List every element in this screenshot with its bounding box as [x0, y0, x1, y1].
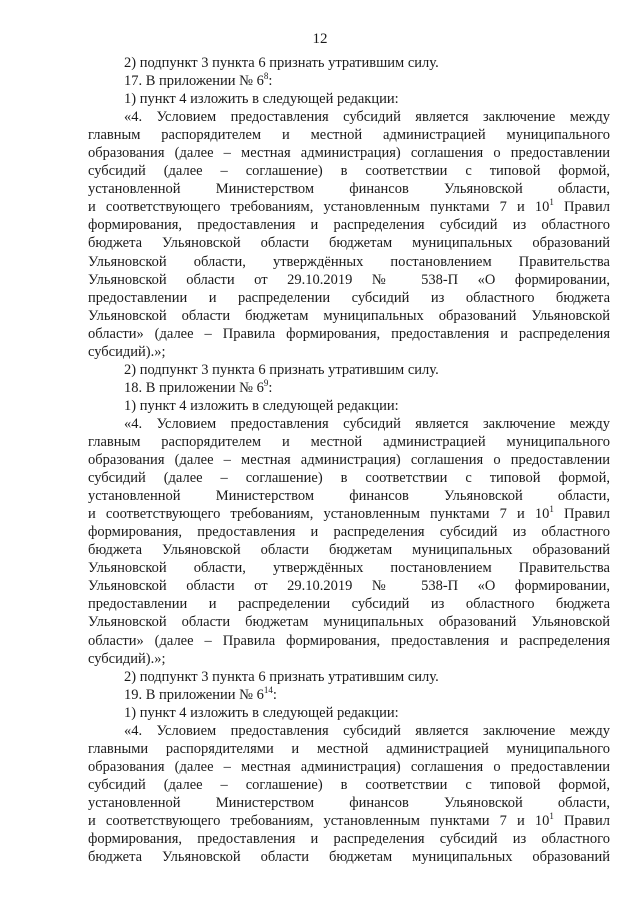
paragraph-line: и соответствующего требованиям, установленным пунктами 7 и $10^1$ Правил [88, 810, 611, 829]
paragraph-line: главным распорядителем и местной администрацией муниципального [88, 127, 610, 144]
paragraph-line: Ульяновской области бюджетам муниципальных образований Ульяновской [88, 307, 610, 324]
text-line: 2) подпункт 3 пункта 6 признать утратившим силу. [124, 361, 439, 378]
paragraph-line: формирования, предоставления и распределения субсидий из областного [88, 524, 610, 541]
paragraph-line: субсидий).»; [88, 650, 166, 667]
paragraph-line: и соответствующего требованиям, установленным пунктами 7 и $10^1$ Правил [88, 197, 611, 216]
paragraph-line: образования (далее – местная администрация) соглашения о предоставлении [88, 758, 610, 775]
text-line: 19. В приложении № $6^{14}$: [124, 684, 277, 703]
paragraph-line: главными распорядителями и местной администрацией муниципального [88, 740, 610, 757]
paragraph [88, 722, 610, 866]
paragraph-line: Ульяновской области от 29.10.2019 № 538-П «О формировании, [88, 578, 610, 595]
paragraph-line: Ульяновской области бюджетам муниципальных образований Ульяновской [88, 614, 610, 631]
text-line: 1) пункт 4 изложить в следующей редакции: [124, 91, 399, 108]
paragraph-line: бюджета Ульяновской области бюджетам муниципальных образований [88, 849, 610, 866]
footnote-marker: 9 [263, 377, 269, 388]
text-line: 2) подпункт 3 пункта 6 признать утратившим силу. [124, 55, 439, 71]
paragraph-line: «4. Условием предоставления субсидий является заключение между [124, 722, 610, 739]
paragraph-line: главным распорядителем и местной администрацией муниципального [88, 433, 610, 450]
footnote-marker: 14 [263, 684, 273, 695]
text-line: 2) подпункт 3 пункта 6 признать утратившим силу. [124, 668, 439, 685]
paragraph-line: субсидий (далее – соглашение) в соответствии с типовой формой, [88, 776, 610, 793]
paragraph-line: области» (далее – Правила формирования, предоставления и распределения [88, 325, 610, 342]
text-line: 1) пункт 4 изложить в следующей редакции: [124, 704, 399, 721]
paragraph-line: субсидий (далее – соглашение) в соответствии с типовой формой, [88, 470, 610, 487]
paragraph-line: Ульяновской области, утверждённых постановлением Правительства [88, 253, 610, 270]
page-number: 12 [312, 31, 328, 47]
paragraph-line: области» (далее – Правила формирования, предоставления и распределения [88, 632, 610, 649]
paragraph-line: установленной Министерством финансов Ульяновской области, [88, 794, 610, 811]
paragraph-line: субсидий (далее – соглашение) в соответствии с типовой формой, [88, 163, 610, 180]
paragraph-line: «4. Условием предоставления субсидий является заключение между [124, 109, 610, 126]
paragraph-line: формирования, предоставления и распределения субсидий из областного [88, 831, 610, 848]
paragraph-line: установленной Министерством финансов Ульяновской области, [88, 181, 610, 198]
paragraph-line: Ульяновской области, утверждённых постановлением Правительства [88, 560, 610, 577]
paragraph-line: бюджета Ульяновской области бюджетам муниципальных образований [88, 235, 610, 252]
paragraph-line: образования (далее – местная администрация) соглашения о предоставлении [88, 145, 610, 162]
text-line: 18. В приложении № $6^9$: [124, 377, 273, 396]
paragraph [88, 415, 610, 668]
paragraph [88, 108, 610, 361]
paragraph-line: установленной Министерством финансов Ульяновской области, [88, 488, 610, 505]
paragraph-line: предоставлении и распределении субсидий из областного бюджета [88, 596, 610, 613]
paragraph-line: и соответствующего требованиям, установленным пунктами 7 и $10^1$ Правил [88, 504, 611, 523]
paragraph-line: Ульяновской области от 29.10.2019 № 538-П «О формировании, [88, 271, 610, 288]
footnote-marker: 8 [263, 71, 269, 82]
document-body [88, 54, 610, 866]
text-line: 17. В приложении № $6^8$: [124, 71, 273, 90]
text-line: 1) пункт 4 изложить в следующей редакции: [124, 397, 399, 414]
paragraph-line: формирования, предоставления и распределения субсидий из областного [88, 217, 610, 234]
paragraph-line: образования (далее – местная администрация) соглашения о предоставлении [88, 452, 610, 469]
paragraph-line: предоставлении и распределении субсидий из областного бюджета [88, 289, 610, 306]
paragraph-line: бюджета Ульяновской области бюджетам муниципальных образований [88, 542, 610, 559]
paragraph-line: субсидий).»; [88, 343, 166, 360]
paragraph-line: «4. Условием предоставления субсидий является заключение между [124, 415, 610, 432]
